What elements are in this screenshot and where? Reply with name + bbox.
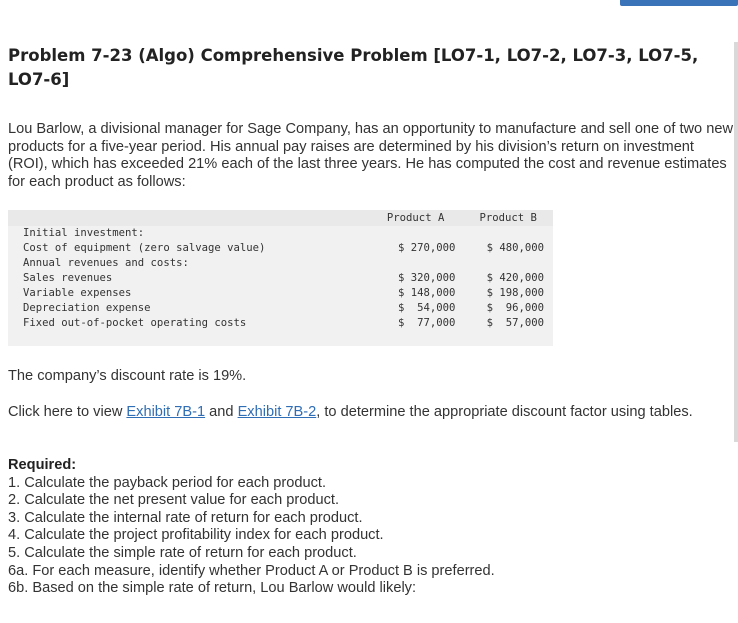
page-title: Problem 7-23 (Algo) Comprehensive Problem [LO7-1, LO7-2, LO7-3, LO7-5, LO7-6]	[8, 46, 699, 89]
list-item: 1. Calculate the payback period for each product.	[8, 474, 327, 491]
cell-product-a	[368, 256, 464, 271]
cell-product-b: $ 198,000	[486, 287, 544, 299]
discount-rate-text: The company’s discount rate is 19%.	[8, 368, 247, 384]
list-item: 3. Calculate the internal rate of return for each product.	[8, 509, 363, 526]
row-label: Initial investment:	[23, 227, 145, 239]
table-row	[8, 301, 553, 316]
cell-product-a: $ 270,000	[398, 242, 456, 254]
list-item: 2. Calculate the net present value for each product.	[8, 492, 339, 509]
scrollbar[interactable]	[734, 42, 738, 442]
row-label: Cost of equipment (zero salvage value)	[23, 242, 266, 254]
cell-product-b: $ 420,000	[486, 272, 544, 284]
table-row	[8, 316, 553, 331]
list-item: 5. Calculate the simple rate of return for each product.	[8, 544, 357, 561]
cell-product-b	[463, 226, 553, 241]
cell-product-b: $ 96,000	[486, 302, 544, 314]
table-row	[8, 241, 553, 256]
intro-paragraph: Lou Barlow, a divisional manager for Sage Company, has an opportunity to manufacture and sell one of two new products for a five-year period. His annual pay raises are determined by his division’s return on investment (ROI), which has exceeded 21% each of the last three years. He has computed the cost and revenue estimates for each product as follows:	[8, 121, 733, 190]
required-list	[8, 475, 728, 598]
row-label: Variable expenses	[23, 287, 132, 299]
cell-product-b: $ 57,000	[486, 317, 544, 329]
exhibit-7b-2-link[interactable]: Exhibit 7B-2	[237, 404, 317, 420]
list-item: 6b. Based on the simple rate of return, Lou Barlow would likely:	[8, 580, 417, 597]
table-header-row	[8, 210, 553, 226]
cell-product-a: $ 54,000	[398, 302, 456, 314]
cell-product-a: $ 77,000	[398, 317, 456, 329]
row-label: Depreciation expense	[23, 302, 151, 314]
exhibit-7b-1-link[interactable]: Exhibit 7B-1	[126, 404, 206, 420]
list-item: 4. Calculate the project profitability index for each product.	[8, 527, 384, 544]
cost-revenue-table	[8, 210, 553, 346]
row-label: Annual revenues and costs:	[23, 257, 189, 269]
header-product-b: Product B	[463, 210, 553, 226]
cell-product-a: $ 148,000	[398, 287, 456, 299]
table-row	[8, 256, 553, 271]
cell-product-b: $ 480,000	[486, 242, 544, 254]
table-row	[8, 286, 553, 301]
top-action-button[interactable]	[620, 0, 738, 6]
table-row	[8, 226, 553, 241]
row-label: Sales revenues	[23, 272, 113, 284]
cell-product-a: $ 320,000	[398, 272, 456, 284]
list-item: 6a. For each measure, identify whether Product A or Product B is preferred.	[8, 562, 495, 579]
required-section	[8, 457, 728, 598]
row-label: Fixed out-of-pocket operating costs	[23, 317, 247, 329]
table-row	[8, 271, 553, 286]
exhibit-instructions: Click here to view Exhibit 7B-1 and Exhibit 7B-2, to determine the appropriate discount factor using tables.	[8, 404, 693, 420]
header-product-a: Product A	[386, 211, 445, 224]
cell-product-b	[463, 256, 553, 271]
required-label: Required:	[8, 457, 77, 473]
cell-product-a	[368, 226, 464, 241]
